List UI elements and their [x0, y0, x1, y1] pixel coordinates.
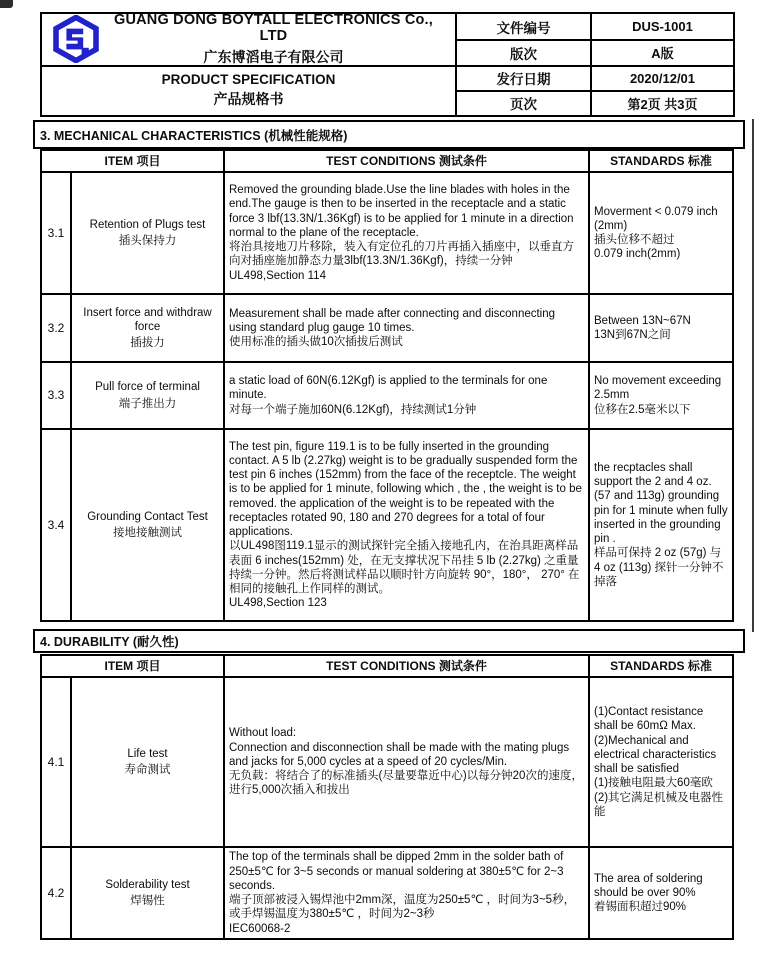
- item-name-en: Retention of Plugs test: [89, 218, 206, 231]
- table-row: [41, 429, 733, 621]
- standards-cell: [589, 294, 733, 362]
- condition-text: Without load:: [229, 727, 297, 740]
- standard-text-cn: (2)其它满足机械及电器性能: [594, 791, 724, 818]
- company-name-cn: 广东博滔电子有限公司: [203, 48, 344, 65]
- page-right-border-line: [752, 119, 754, 632]
- condition-text-cn: 将治具接地刀片移除，装入有定位孔的刀片再插入插座中，以垂直方向对插座施加静态力量3lbf(13.3N/1.36Kgf)，持续一分钟: [229, 241, 574, 268]
- standard-text: The area of soldering should be over 90%: [594, 872, 703, 899]
- standard-text-cn: 样品可保持 2 oz (57g) 与 4 oz (113g) 探针一分钟不掉落: [594, 547, 724, 588]
- condition-text-cn: 对每一个端子施加60N(6.12Kgf)，持续测试1分钟: [229, 403, 477, 416]
- field-label-issue-date: 发行日期: [455, 65, 590, 90]
- column-header-item: ITEM 项目: [41, 655, 224, 677]
- field-label-doc-number: 文件编号: [455, 14, 590, 39]
- condition-text: The test pin, figure 119.1 is to be fully inserted in the grounding contact. A 5 lb (2.27kg) weight is to be gradually suspended form the test pin 6 inches (152mm) from the face of the receptcle. The weight is to be applied for 1 minute, following which , the , the weight is to be removed. the application of the weight is to be repeated with the receptacles rotated 90, 180 and 270 degrees for a total of four applications.: [229, 440, 582, 538]
- standard-text-cn: 位移在2.5毫米以下: [594, 403, 691, 416]
- document-title-block: [42, 65, 455, 116]
- row-number: 3.2: [41, 294, 71, 362]
- condition-text-cn: 使用标准的插头做10次插拔后测试: [229, 336, 403, 349]
- item-cell: [71, 847, 224, 939]
- column-header-standards: STANDARDS 标准: [589, 150, 733, 172]
- field-label-page: 页次: [455, 90, 590, 115]
- field-value-doc-number: DUS-1001: [590, 14, 733, 39]
- item-name-en: Insert force and withdraw force: [83, 306, 212, 333]
- document-title-en: PRODUCT SPECIFICATION: [161, 72, 336, 88]
- item-cell: [71, 172, 224, 294]
- test-conditions-cell: [224, 362, 589, 429]
- scan-artifact: [0, 0, 13, 8]
- standard-text-cn: 着锡面积超过90%: [594, 901, 687, 914]
- column-header-item: ITEM 项目: [41, 150, 224, 172]
- field-label-revision: 版次: [455, 39, 590, 64]
- test-conditions-cell: [224, 429, 589, 621]
- condition-text-cn: 无负载：将结合了的标准插头(尽量要靠近中心)以每分钟20次的速度，进行5,000次插入和拔出: [229, 770, 583, 797]
- column-header-standards: STANDARDS 标准: [589, 655, 733, 677]
- table-row: [41, 294, 733, 362]
- item-cell: [71, 362, 224, 429]
- standard-text: Moverment < 0.079 inch (2mm): [594, 205, 718, 232]
- table-row: [41, 847, 733, 939]
- item-name-cn: 接地接触测试: [113, 527, 182, 539]
- condition-text-cn: 端子顶部被浸入锡焊池中2mm深，温度为250±5℃ ，时间为3~5秒，或手焊锡温度为380±5℃ ，时间为2~3秒: [229, 894, 576, 921]
- company-names: [100, 12, 455, 67]
- standard-text: the recptacles shall support the 2 and 4 oz.(57 and 113g) grounding pin for 1 minute when fully inserted in the grounding pin .: [594, 461, 728, 546]
- test-conditions-cell: [224, 677, 589, 847]
- test-conditions-cell: [224, 294, 589, 362]
- condition-text: a static load of 60N(6.12Kgf) is applied to the terminals for one minute.: [229, 375, 548, 402]
- condition-reference: IEC60068-2: [229, 922, 291, 935]
- company-logo-icon: [52, 15, 100, 63]
- document-header-table: [40, 12, 735, 117]
- row-number: 3.3: [41, 362, 71, 429]
- standards-cell: [589, 362, 733, 429]
- company-name-en: GUANG DONG BOYTALL ELECTRONICS Co., LTD: [113, 11, 434, 44]
- field-value-page: 第2页 共3页: [590, 90, 733, 115]
- row-number: 4.2: [41, 847, 71, 939]
- field-value-revision: A版: [590, 39, 733, 64]
- row-number: 3.4: [41, 429, 71, 621]
- column-header-conditions: TEST CONDITIONS 测试条件: [224, 150, 589, 172]
- table-header-row: [41, 150, 733, 172]
- standard-text: No movement exceeding 2.5mm: [594, 375, 722, 402]
- item-name-en: Solderability test: [105, 878, 190, 891]
- standard-text-cn: 13N到67N之间: [594, 329, 671, 341]
- item-cell: [71, 429, 224, 621]
- item-name-en: Life test: [127, 747, 168, 760]
- item-name-en: Pull force of terminal: [95, 381, 200, 394]
- test-conditions-cell: [224, 172, 589, 294]
- durability-table: [40, 654, 734, 940]
- item-cell: [71, 677, 224, 847]
- section-3-heading: 3. MECHANICAL CHARACTERISTICS (机械性能规格): [33, 120, 745, 149]
- table-row: [41, 172, 733, 294]
- row-number: 4.1: [41, 677, 71, 847]
- item-name-cn: 插头保持力: [118, 235, 177, 247]
- condition-reference: UL498,Section 123: [229, 597, 327, 610]
- item-name-cn: 焊锡性: [130, 895, 165, 907]
- item-name-en: Grounding Contact Test: [87, 510, 208, 523]
- condition-text-cn: 以UL498图119.1显示的测试探针完全插入接地孔内，在治具距离样品表面 6 inches(152mm) 处，在无支撑状况下吊挂 5 lb (2.27kg) 之重量持续一分钟。然后将测试样品以顺时针方向旋转 90°，180°， 270° 在相同的接触孔上作同样的测试。: [229, 540, 580, 595]
- section-4-heading: 4. DURABILITY (耐久性): [33, 629, 745, 653]
- table-header-row: [41, 655, 733, 677]
- item-name-cn: 寿命测试: [124, 764, 171, 776]
- condition-text: Connection and disconnection shall be made with the mating plugs and jacks for 5,000 cycles at a speed of 20 cycles/Min.: [229, 741, 570, 768]
- document-title-cn: 产品规格书: [213, 91, 284, 108]
- test-conditions-cell: [224, 847, 589, 939]
- company-block: [42, 11, 455, 65]
- row-number: 3.1: [41, 172, 71, 294]
- mechanical-characteristics-table: [40, 149, 734, 622]
- standard-text: 0.079 inch(2mm): [594, 248, 681, 261]
- standards-cell: [589, 677, 733, 847]
- field-value-issue-date: 2020/12/01: [590, 65, 733, 90]
- standard-text-cn: (1)接触电阻最大60毫欧: [594, 777, 713, 790]
- standards-cell: [589, 429, 733, 621]
- standard-text: (1)Contact resistance shall be 60mΩ Max.: [594, 706, 704, 733]
- condition-text: Measurement shall be made after connecting and disconnecting using standard plug gauge 10 times.: [229, 307, 556, 334]
- item-name-cn: 端子推出力: [118, 397, 177, 410]
- standard-text: Between 13N~67N: [594, 314, 691, 327]
- standard-text: (2)Mechanical and electrical characteristics shall be satisfied: [594, 734, 717, 775]
- item-name-cn: 插拔力: [130, 337, 165, 350]
- table-row: [41, 362, 733, 429]
- standards-cell: [589, 172, 733, 294]
- item-cell: [71, 294, 224, 362]
- standards-cell: [589, 847, 733, 939]
- standard-text-cn: 插头位移不超过: [594, 234, 675, 246]
- table-row: [41, 677, 733, 847]
- column-header-conditions: TEST CONDITIONS 测试条件: [224, 655, 589, 677]
- condition-text: The top of the terminals shall be dipped 2mm in the solder bath of 250±5℃ for 3~5 seconds or manual soldering at 380±5℃ for 2~3 seconds.: [229, 851, 564, 892]
- condition-text: Removed the grounding blade.Use the line blades with holes in the end.The gauge is then to be inserted in the receptacle and a static force 3 lbf(13.3N/1.36Kgf) is to be applied for 1 minute in a direction normal to the plane of the receptacle.: [229, 184, 574, 239]
- condition-reference: UL498,Section 114: [229, 269, 326, 282]
